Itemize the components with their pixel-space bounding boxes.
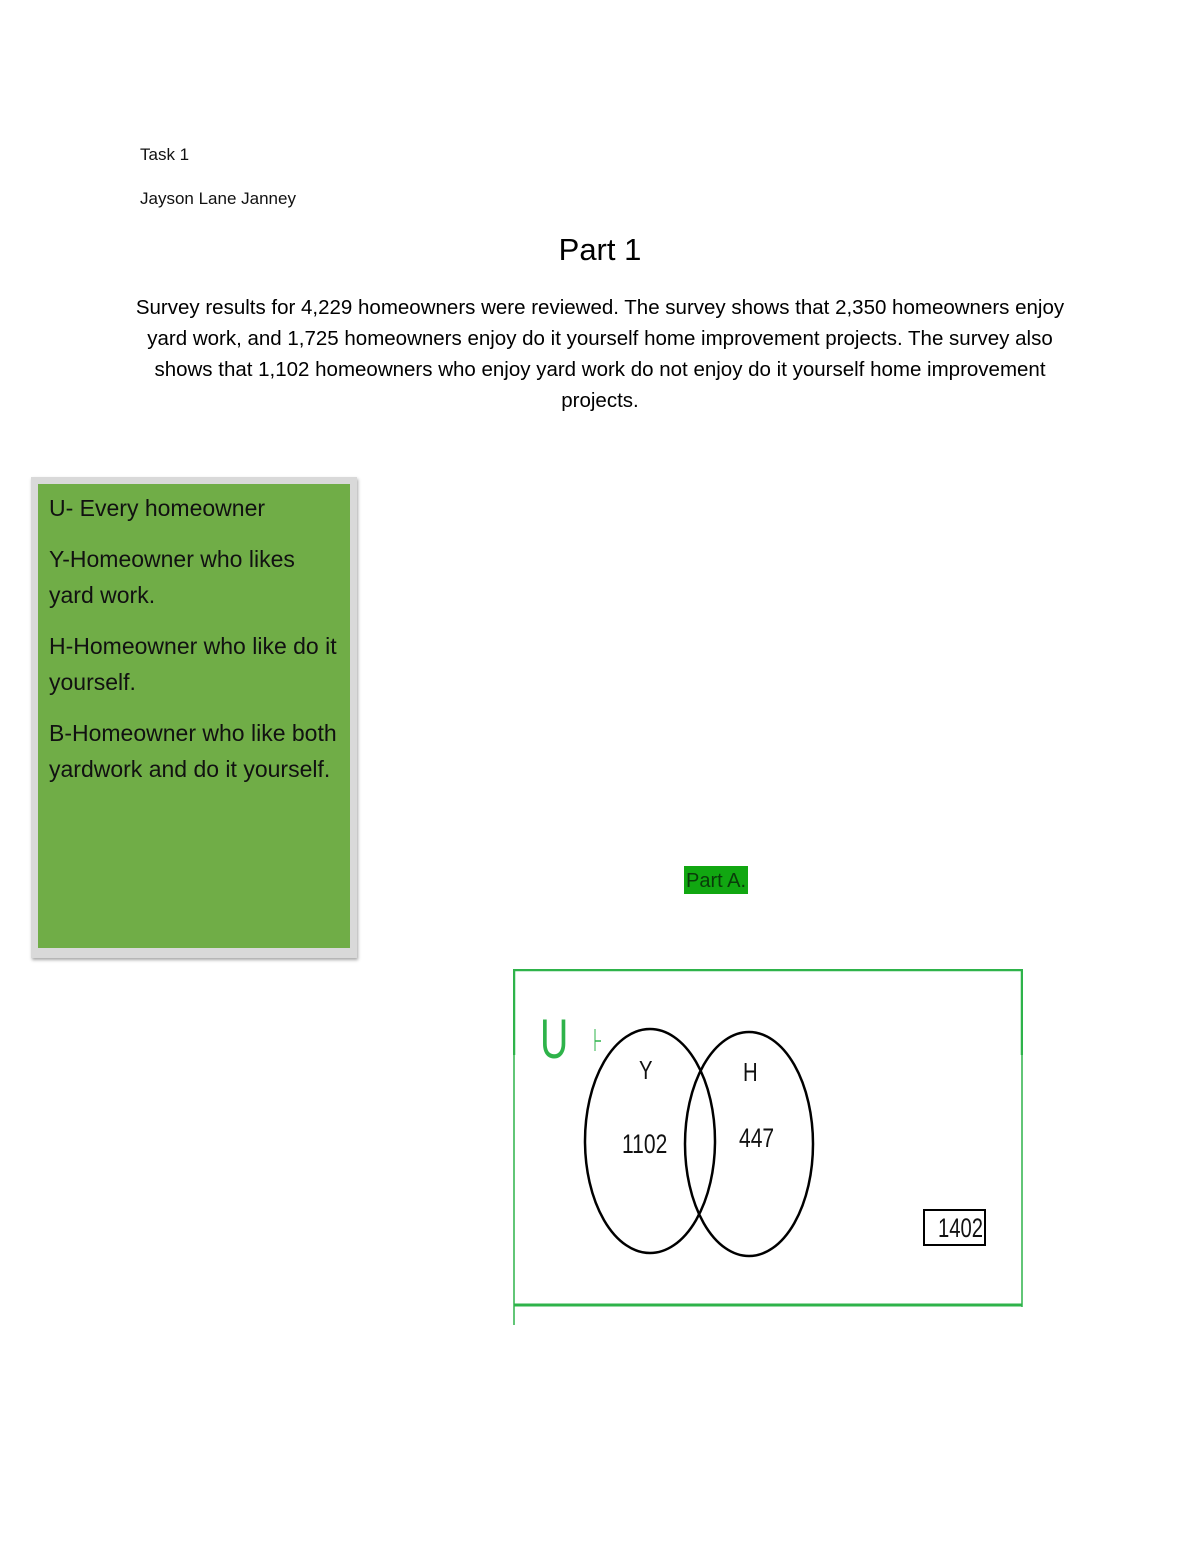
legend-item-b: B-Homeowner who like both yardwork and do it yourself. bbox=[49, 720, 337, 782]
part-a-label: Part A. bbox=[684, 866, 748, 894]
venn-diagram bbox=[513, 969, 1023, 1329]
outside-count-box bbox=[923, 1209, 986, 1246]
intro-paragraph: Survey results for 4,229 homeowners were reviewed. The survey shows that 2,350 homeowners enjoy yard work, and 1,725 homeowners enjoy do it yourself home improvement projects. The survey also shows that 1,102 homeowners who enjoy yard work do not enjoy do it yourself home improvement projects. bbox=[135, 296, 1065, 412]
legend-item-y: Y-Homeowner who likes yard work. bbox=[49, 546, 295, 608]
page-title: Part 1 bbox=[558, 232, 642, 267]
legend-item-h: H-Homeowner who like do it yourself. bbox=[49, 633, 337, 695]
outside-value: 1402 bbox=[938, 1213, 984, 1243]
universe-label: U bbox=[540, 1007, 569, 1070]
set-h-label: H bbox=[743, 1057, 758, 1087]
universe-border-top bbox=[514, 970, 1022, 1055]
legend-item-u: U- Every homeowner bbox=[49, 495, 266, 521]
h-only-value: 447 bbox=[739, 1123, 775, 1153]
task-label: Task 1 bbox=[140, 145, 190, 164]
author-name: Jayson Lane Janney bbox=[140, 189, 296, 208]
y-only-value: 1102 bbox=[622, 1129, 668, 1159]
legend-box bbox=[38, 484, 350, 948]
set-y-label: Y bbox=[639, 1055, 653, 1085]
